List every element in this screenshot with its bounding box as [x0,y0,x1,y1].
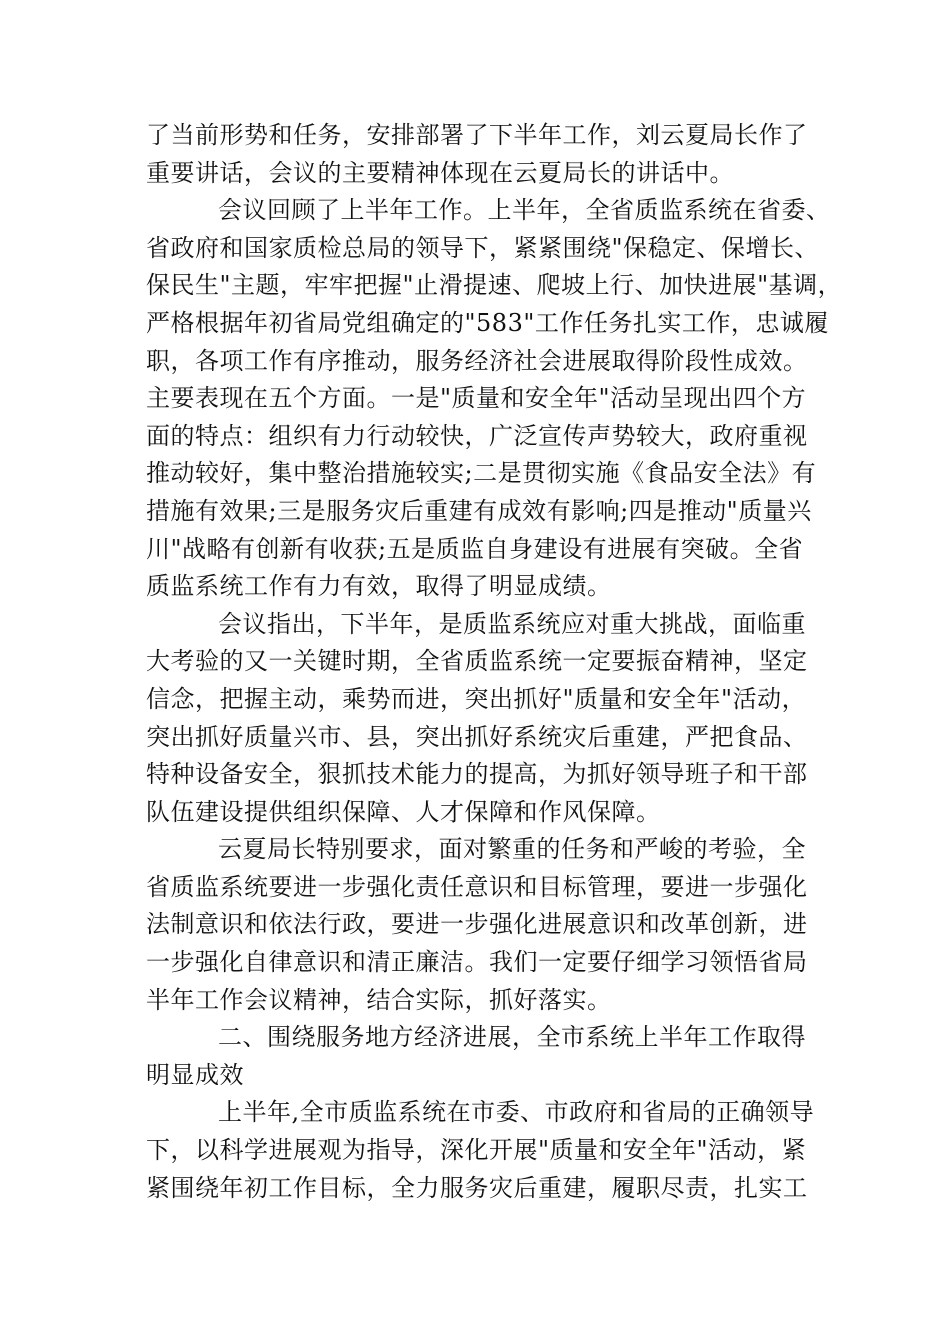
paragraph-start-line: 会议指出，下半年，是质监系统应对重大挑战，面临重 [218,609,806,638]
text-line: 半年工作会议精神，结合实际，抓好落实。 [146,985,612,1014]
section-heading-line: 二、围绕服务地方经济进展，全市系统上半年工作取得 [218,1023,806,1052]
text-line: 保民生"主题，牢牢把握"止滑提速、爬坡上行、加快进展"基调， [146,271,843,300]
text-line: 措施有效果;三是服务灾后重建有成效有影响;四是推动"质量兴 [146,496,812,525]
document-body [146,117,843,1207]
text-line: 川"战略有创新有收获;五是质监自身建设有进展有突破。全省 [146,534,804,563]
text-line: 主要表现在五个方面。一是"质量和安全年"活动呈现出四个方 [146,384,807,413]
text-line: 信念，把握主动，乘势而进，突出抓好"质量和安全年"活动， [146,684,807,713]
text-line: 了当前形势和任务，安排部署了下半年工作，刘云夏局长作了 [146,121,808,149]
paragraph-start-line: 上半年,全市质监系统在市委、市政府和省局的正确领导 [218,1098,815,1127]
text-line: 面的特点：组织有力行动较快，广泛宣传声势较大，政府重视 [146,421,808,450]
text-line: 大考验的又一关键时期，全省质监系统一定要振奋精神，坚定 [146,647,808,676]
text-line: 下，以科学进展观为指导，深化开展"质量和安全年"活动，紧 [146,1136,807,1165]
text-line: 队伍建设提供组织保障、人才保障和作风保障。 [146,797,661,826]
text-line: 突出抓好质量兴市、县，突出抓好系统灾后重建，严把食品、 [146,722,808,751]
text-line: 省质监系统要进一步强化责任意识和目标管理，要进一步强化 [146,872,808,901]
text-line: 质监系统工作有力有效，取得了明显成绩。 [146,572,612,601]
text-line: 严格根据年初省局党组确定的"583"工作任务扎实工作，忠诚履 [146,308,829,337]
paragraph-start-line: 会议回顾了上半年工作。上半年，全省质监系统在省委、 [218,196,831,225]
text-line: 推动较好，集中整治措施较实;二是贯彻实施《食品安全法》有 [146,459,817,488]
text-line: 特种设备安全，狠抓技术能力的提高，为抓好领导班子和干部 [146,760,808,789]
section-heading-line: 明显成效 [146,1060,244,1089]
paragraph-start-line: 云夏局长特别要求，面对繁重的任务和严峻的考验，全 [218,835,806,864]
text-line: 职，各项工作有序推动，服务经济社会进展取得阶段性成效。 [146,346,808,375]
text-line: 重要讲话，会议的主要精神体现在云夏局长的讲话中。 [146,158,734,187]
text-line: 法制意识和依法行政，要进一步强化进展意识和改革创新，进 [146,910,808,939]
text-line: 一步强化自律意识和清正廉洁。我们一定要仔细学习领悟省局 [146,948,808,977]
text-line: 紧围绕年初工作目标，全力服务灾后重建，履职尽责，扎实工 [146,1173,808,1202]
text-line: 省政府和国家质检总局的领导下，紧紧围绕"保稳定、保增长、 [146,233,820,262]
